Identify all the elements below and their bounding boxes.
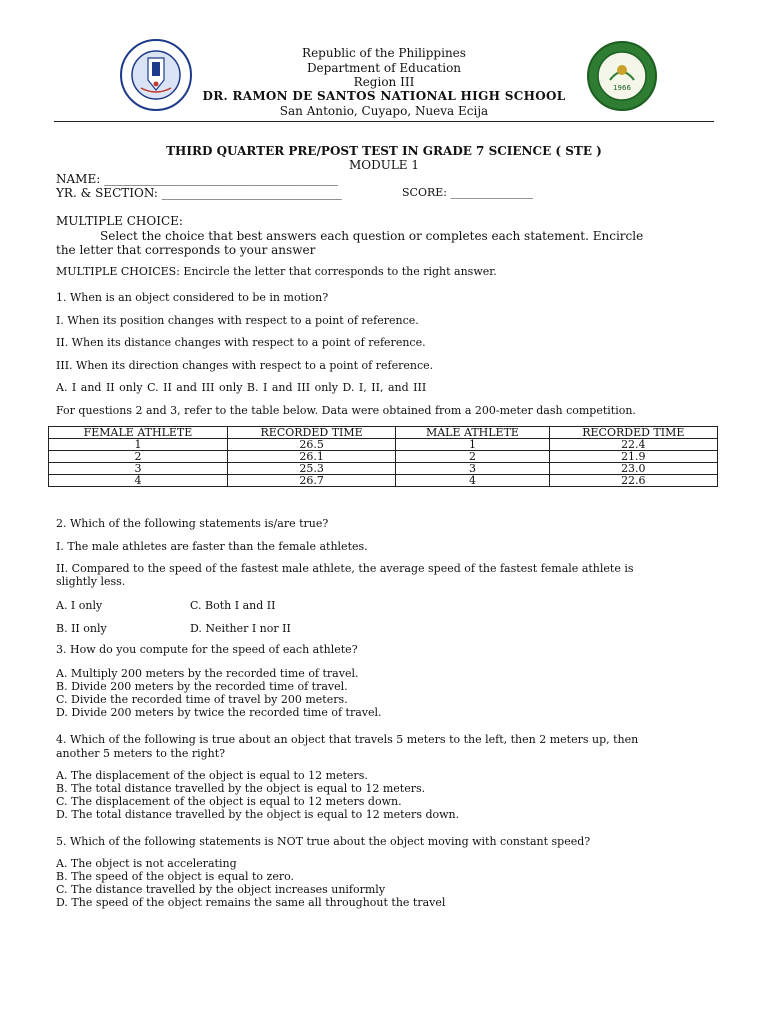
athlete-times-table xyxy=(48,426,718,487)
q3-choice-d[interactable]: D. Divide 200 meters by twice the recorded time of travel. xyxy=(56,706,382,719)
q3-stem: 3. How do you compute for the speed of each athlete? xyxy=(56,643,358,656)
instructions-line2: the letter that corresponds to your answer xyxy=(56,243,316,257)
table-row xyxy=(49,475,718,487)
name-field[interactable]: NAME: _______________________________________ xyxy=(56,172,339,186)
q4-choice-a[interactable]: A. The displacement of the object is equal to 12 meters. xyxy=(56,769,368,782)
q2-statement-ii-cont: slightly less. xyxy=(56,575,126,588)
q2-choice-c[interactable]: C. Both I and II xyxy=(190,599,276,612)
school-address: San Antonio, Cuyapo, Nueva Ecija xyxy=(279,104,489,118)
table-cell: 3 xyxy=(396,463,549,475)
q4-stem: 4. Which of the following is true about an object that travels 5 meters to the left, then 2 meters up, then xyxy=(56,733,639,746)
score-field[interactable]: SCORE: _______________ xyxy=(402,186,533,199)
table-cell: 2 xyxy=(396,451,549,463)
table-cell: 22.4 xyxy=(549,439,717,451)
table-cell: 23.0 xyxy=(549,463,717,475)
table-header: RECORDED TIME xyxy=(549,427,717,439)
q3-choice-a[interactable]: A. Multiply 200 meters by the recorded time of travel. xyxy=(56,667,359,680)
instructions-line3: MULTIPLE CHOICES: Encircle the letter that corresponds to the right answer. xyxy=(56,265,497,278)
q1-stem: 1. When is an object considered to be in motion? xyxy=(56,291,329,304)
q5-stem: 5. Which of the following statements is NOT true about the object moving with constant speed? xyxy=(56,835,591,848)
table-row xyxy=(49,451,718,463)
q2-stem: 2. Which of the following statements is/are true? xyxy=(56,517,329,530)
table-header: MALE ATHLETE xyxy=(396,427,549,439)
q2-choice-a[interactable]: A. I only xyxy=(56,599,103,612)
q2-statement-i: I. The male athletes are faster than the female athletes. xyxy=(56,540,368,553)
table-header: FEMALE ATHLETE xyxy=(49,427,228,439)
table-cell: 3 xyxy=(49,463,228,475)
q5-choice-c[interactable]: C. The distance travelled by the object increases uniformly xyxy=(56,883,386,896)
table-cell: 4 xyxy=(396,475,549,487)
module-label: MODULE 1 xyxy=(348,158,420,172)
table-cell: 21.9 xyxy=(549,451,717,463)
table-row xyxy=(49,463,718,475)
q4-choice-c[interactable]: C. The displacement of the object is equal to 12 meters down. xyxy=(56,795,402,808)
section-field[interactable]: YR. & SECTION: ______________________________ xyxy=(56,186,342,200)
table-cell: 2 xyxy=(49,451,228,463)
q4-stem-cont: another 5 meters to the right? xyxy=(56,747,226,760)
seal-year: 1966 xyxy=(613,84,631,92)
q1-choices[interactable]: A. I and II only C. II and III only B. I and III only D. I, II, and III xyxy=(56,381,427,394)
table-cell: 1 xyxy=(49,439,228,451)
q5-choice-d[interactable]: D. The speed of the object remains the same all throughout the travel xyxy=(56,896,446,909)
table-cell: 1 xyxy=(396,439,549,451)
school-name: DR. RAMON DE SANTOS NATIONAL HIGH SCHOOL xyxy=(202,89,566,103)
table-intro: For questions 2 and 3, refer to the table below. Data were obtained from a 200-meter dash competition. xyxy=(56,404,636,417)
table-header-row xyxy=(49,427,718,439)
q1-statement-i: I. When its position changes with respect to a point of reference. xyxy=(56,314,419,327)
q2-choice-d[interactable]: D. Neither I nor II xyxy=(190,622,291,635)
q4-choice-b[interactable]: B. The total distance travelled by the object is equal to 12 meters. xyxy=(56,782,426,795)
q4-choice-d[interactable]: D. The total distance travelled by the object is equal to 12 meters down. xyxy=(56,808,460,821)
table-row xyxy=(49,439,718,451)
header-republic: Republic of the Philippines xyxy=(302,46,466,60)
multiple-choice-heading: MULTIPLE CHOICE: xyxy=(56,214,183,228)
q5-choice-b[interactable]: B. The speed of the object is equal to zero. xyxy=(56,870,295,883)
table-header: RECORDED TIME xyxy=(227,427,395,439)
q3-choice-b[interactable]: B. Divide 200 meters by the recorded time of travel. xyxy=(56,680,348,693)
table-cell: 26.7 xyxy=(227,475,395,487)
table-cell: 22.6 xyxy=(549,475,717,487)
instructions-line1: Select the choice that best answers each question or completes each statement. Encircle xyxy=(100,229,644,243)
test-title: THIRD QUARTER PRE/POST TEST IN GRADE 7 SCIENCE ( STE ) xyxy=(166,144,602,158)
q1-statement-ii: II. When its distance changes with respect to a point of reference. xyxy=(56,336,426,349)
q5-choice-a[interactable]: A. The object is not accelerating xyxy=(56,857,237,870)
q1-statement-iii: III. When its direction changes with respect to a point of reference. xyxy=(56,359,434,372)
q2-choice-b[interactable]: B. II only xyxy=(56,622,107,635)
table-cell: 26.1 xyxy=(227,451,395,463)
table-cell: 26.5 xyxy=(227,439,395,451)
q3-choice-c[interactable]: C. Divide the recorded time of travel by 200 meters. xyxy=(56,693,348,706)
table-cell: 4 xyxy=(49,475,228,487)
header-department: Department of Education xyxy=(306,61,462,75)
table-cell: 25.3 xyxy=(227,463,395,475)
header-divider xyxy=(54,121,714,122)
header-region: Region III xyxy=(353,75,415,89)
q2-statement-ii: II. Compared to the speed of the fastest male athlete, the average speed of the fastest female athlete is xyxy=(56,562,634,575)
